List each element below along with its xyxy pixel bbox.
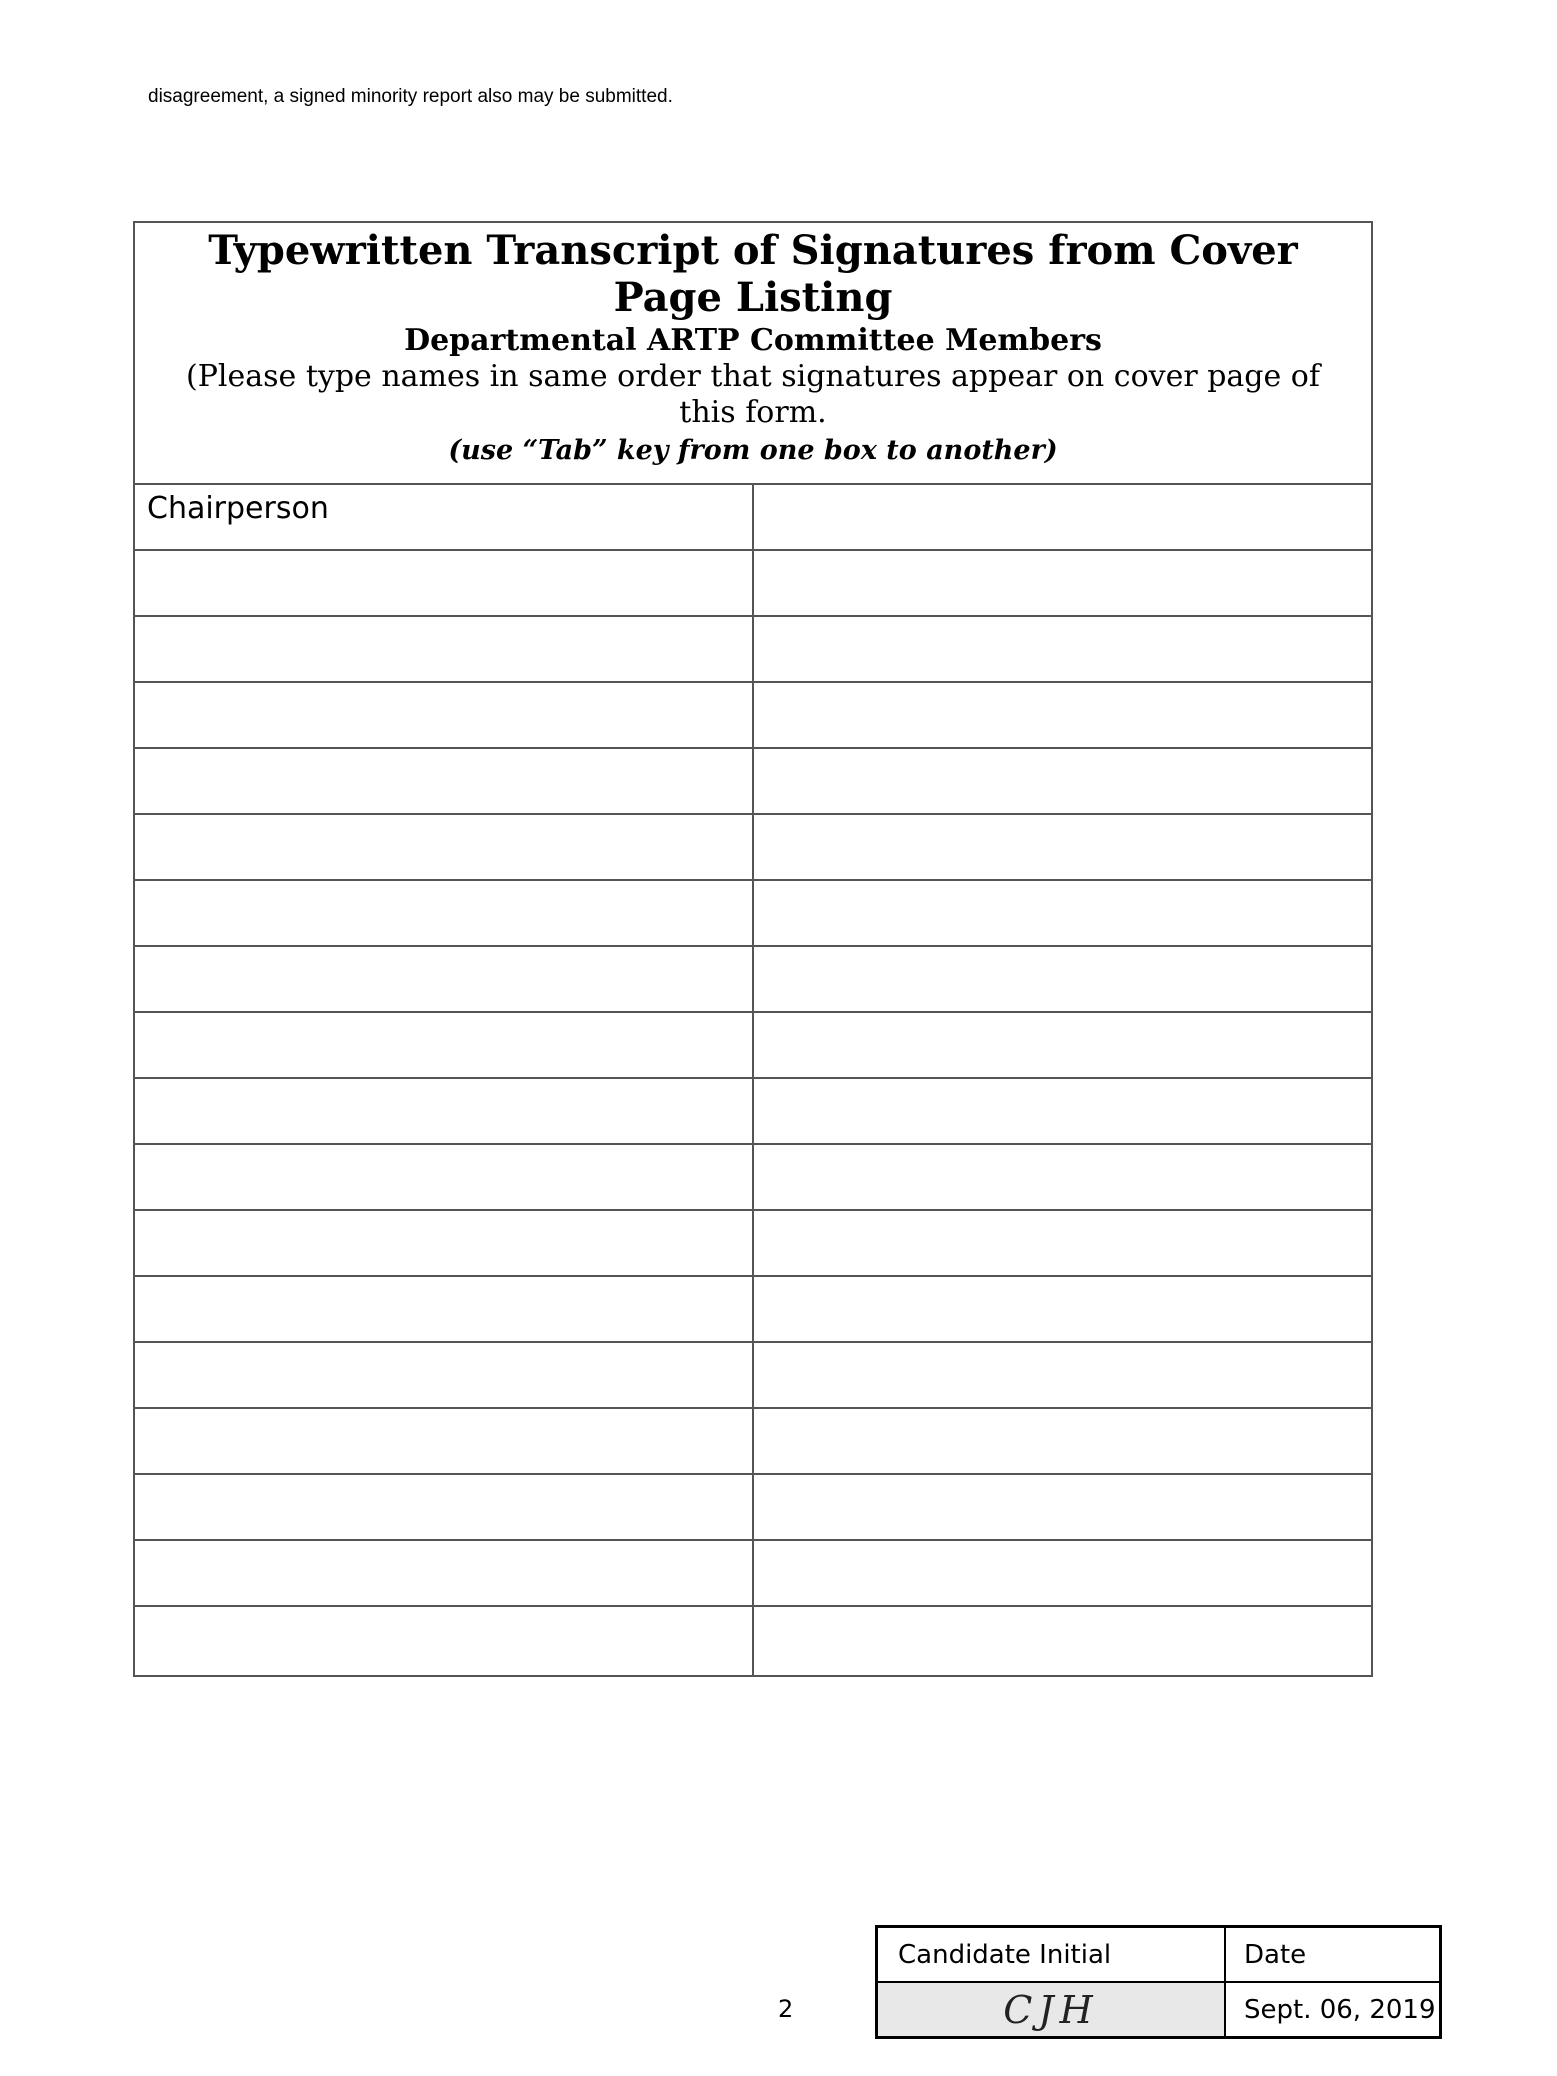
table-row bbox=[135, 946, 1371, 1012]
date-label: Date bbox=[1226, 1928, 1439, 1983]
signature-name-cell[interactable] bbox=[753, 1144, 1371, 1210]
name-cell[interactable] bbox=[135, 1342, 753, 1408]
table-row bbox=[135, 1012, 1371, 1078]
signature-transcript-form bbox=[133, 221, 1373, 1677]
candidate-initial-box bbox=[875, 1925, 1442, 2039]
signature-name-cell[interactable] bbox=[753, 880, 1371, 946]
name-cell[interactable] bbox=[135, 1012, 753, 1078]
table-row bbox=[135, 682, 1371, 748]
name-cell[interactable] bbox=[135, 814, 753, 880]
signature-name-cell[interactable] bbox=[753, 1210, 1371, 1276]
name-cell[interactable] bbox=[135, 880, 753, 946]
form-header bbox=[135, 223, 1371, 485]
form-title: Typewritten Transcript of Signatures from Cover Page Listing bbox=[208, 227, 1298, 321]
name-cell[interactable] bbox=[135, 946, 753, 1012]
signature-name-cell[interactable] bbox=[753, 1540, 1371, 1606]
name-cell[interactable] bbox=[135, 1210, 753, 1276]
signature-name-cell[interactable] bbox=[753, 814, 1371, 880]
signature-name-cell[interactable] bbox=[753, 1012, 1371, 1078]
table-row bbox=[135, 748, 1371, 814]
page-number: 2 bbox=[778, 1995, 794, 2023]
table-row bbox=[135, 880, 1371, 946]
table-row bbox=[135, 1606, 1371, 1675]
signature-name-cell[interactable] bbox=[753, 748, 1371, 814]
form-instruction: (Please type names in same order that signatures appear on cover page of this form. bbox=[186, 359, 1320, 430]
table-row bbox=[135, 1474, 1371, 1540]
name-cell[interactable] bbox=[135, 1474, 753, 1540]
signature-name-cell[interactable] bbox=[753, 682, 1371, 748]
table-row bbox=[135, 1210, 1371, 1276]
name-cell[interactable] bbox=[135, 616, 753, 682]
date-field[interactable]: Sept. 06, 2019 bbox=[1244, 1994, 1436, 2025]
candidate-initial-field[interactable] bbox=[878, 1983, 1226, 2036]
member-names-table bbox=[135, 485, 1371, 1675]
name-cell[interactable] bbox=[135, 550, 753, 616]
table-row bbox=[135, 1144, 1371, 1210]
tab-key-note: (use “Tab” key from one box to another) bbox=[448, 435, 1058, 466]
name-cell[interactable] bbox=[135, 1606, 753, 1675]
signature-name-cell[interactable] bbox=[753, 1606, 1371, 1675]
name-cell[interactable] bbox=[135, 1276, 753, 1342]
table-row bbox=[135, 1078, 1371, 1144]
table-row bbox=[135, 1540, 1371, 1606]
signature-name-cell[interactable] bbox=[753, 550, 1371, 616]
table-row bbox=[135, 1408, 1371, 1474]
name-cell[interactable] bbox=[135, 748, 753, 814]
signature-name-cell[interactable] bbox=[753, 485, 1371, 550]
table-row bbox=[135, 616, 1371, 682]
table-row bbox=[135, 550, 1371, 616]
name-cell[interactable] bbox=[135, 1078, 753, 1144]
signature-name-cell[interactable] bbox=[753, 616, 1371, 682]
signature-name-cell[interactable] bbox=[753, 1276, 1371, 1342]
table-row bbox=[135, 1276, 1371, 1342]
table-row bbox=[135, 1342, 1371, 1408]
name-cell[interactable] bbox=[135, 1408, 753, 1474]
name-cell[interactable] bbox=[135, 1540, 753, 1606]
intro-text-fragment: disagreement, a signed minority report also may be submitted. bbox=[148, 86, 673, 107]
table-row bbox=[135, 814, 1371, 880]
signature-name-cell[interactable] bbox=[753, 1474, 1371, 1540]
signature-name-cell[interactable] bbox=[753, 1408, 1371, 1474]
signature-name-cell[interactable] bbox=[753, 1342, 1371, 1408]
candidate-initial-label: Candidate Initial bbox=[878, 1928, 1226, 1983]
candidate-initial-signature: CJH bbox=[1003, 1987, 1099, 2032]
signature-name-cell[interactable] bbox=[753, 946, 1371, 1012]
form-subtitle: Departmental ARTP Committee Members bbox=[404, 323, 1102, 358]
name-cell[interactable]: Chairperson bbox=[135, 485, 753, 550]
name-cell[interactable] bbox=[135, 682, 753, 748]
table-row bbox=[135, 485, 1371, 550]
signature-name-cell[interactable] bbox=[753, 1078, 1371, 1144]
name-cell[interactable] bbox=[135, 1144, 753, 1210]
